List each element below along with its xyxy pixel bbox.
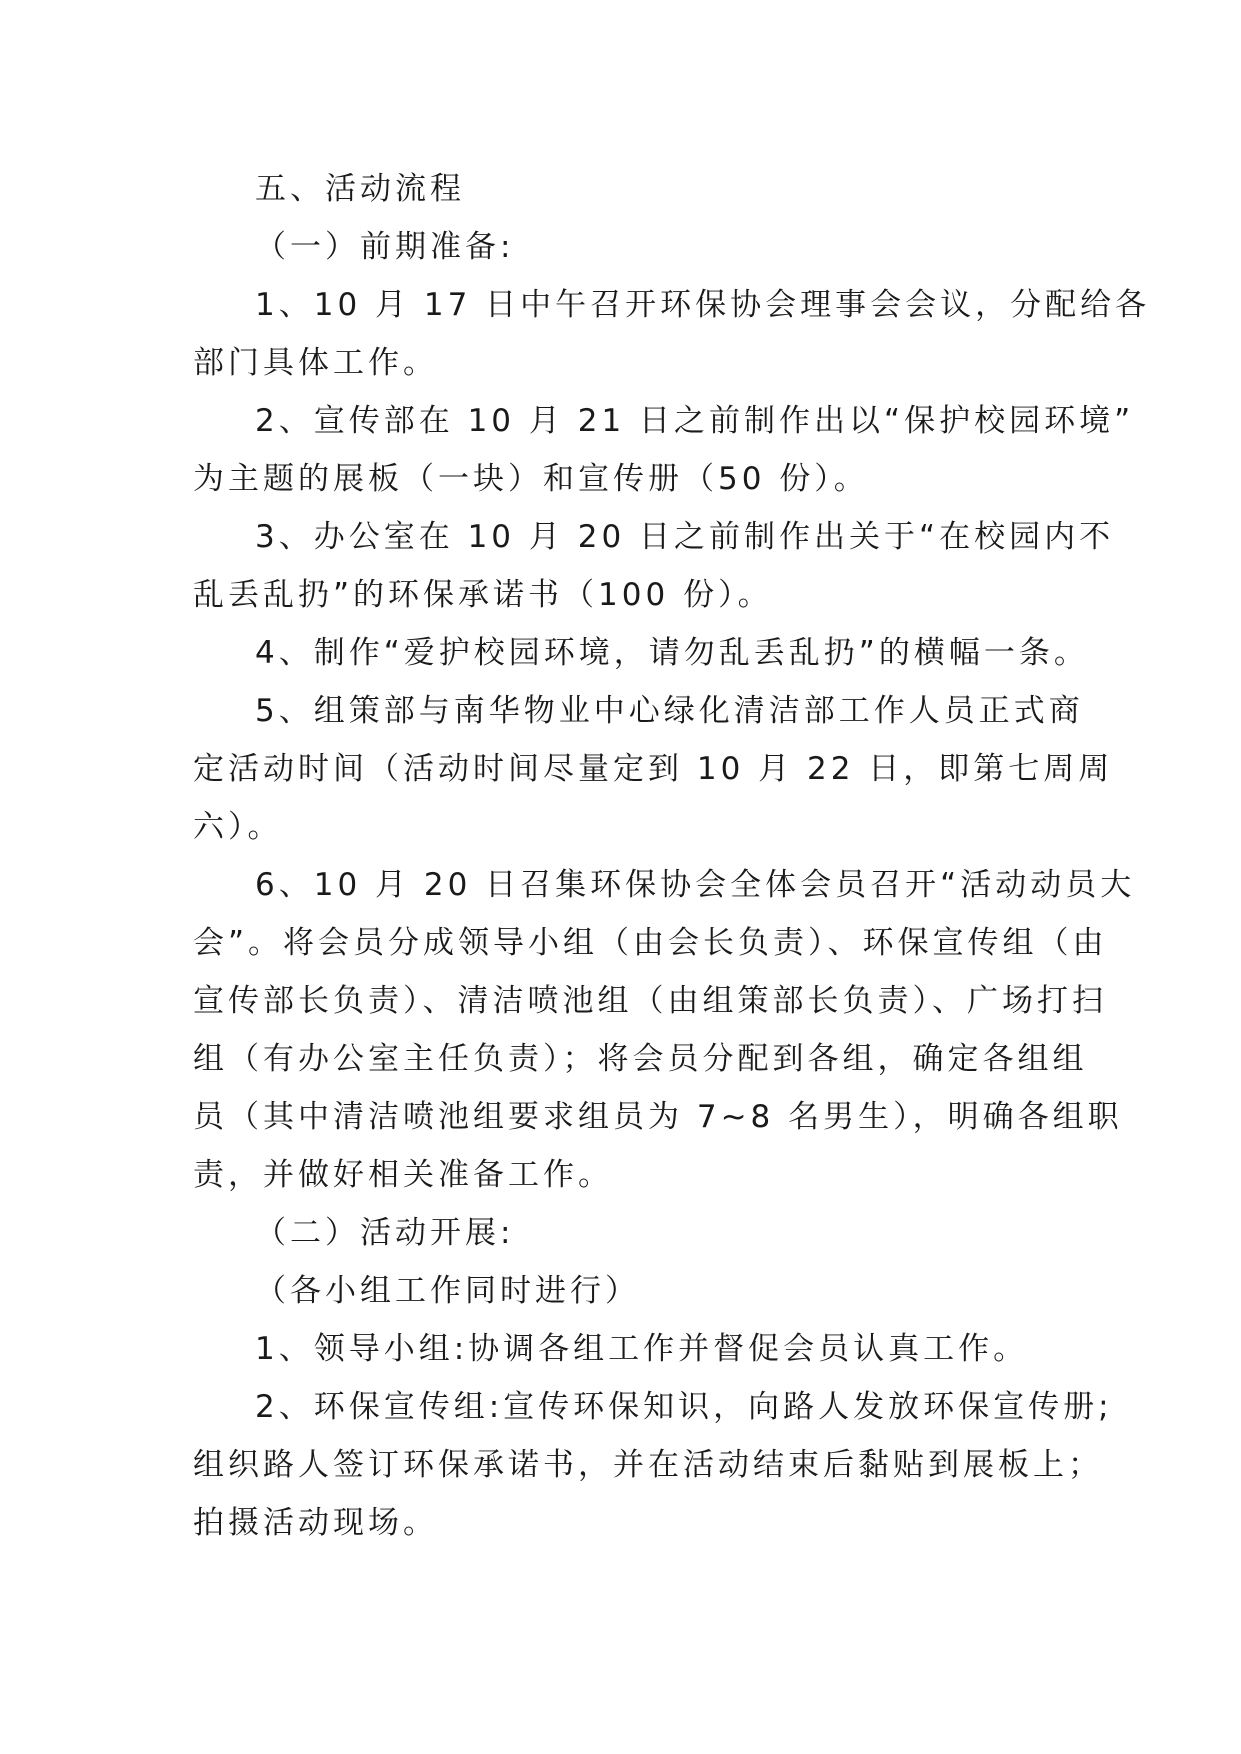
paragraph-line: 乱丢乱扔”的环保承诺书（100 份）。 — [193, 577, 773, 613]
paragraph-line: 6、10 月 20 日召集环保协会全体会员召开“活动动员大 — [255, 867, 1136, 903]
paragraph-line: 拍摄活动现场。 — [193, 1505, 438, 1541]
item-4-paragraph — [193, 624, 1089, 682]
item-6-paragraph — [193, 856, 1136, 1204]
section-title: 五、活动流程 — [255, 171, 465, 207]
item-3-paragraph — [193, 508, 1115, 624]
paragraph-line: 部门具体工作。 — [193, 345, 438, 381]
paragraph-line: 宣传部长负责）、清洁喷池组（由组策部长负责）、广场打扫 — [193, 983, 1107, 1019]
document-page — [193, 160, 1151, 1552]
step-2-paragraph — [193, 1378, 1113, 1552]
paragraph-line: 1、10 月 17 日中午召开环保协会理事会会议，分配给各 — [255, 287, 1151, 323]
paragraph-line: 会”。将会员分成领导小组（由会长负责）、环保宣传组（由 — [193, 925, 1108, 961]
paragraph-line: 5、组策部与南华物业中心绿化清洁部工作人员正式商 — [255, 693, 1084, 729]
paragraph-line: 责，并做好相关准备工作。 — [193, 1157, 613, 1193]
item-5-paragraph — [193, 682, 1114, 856]
paragraph-line: 3、办公室在 10 月 20 日之前制作出关于“在校园内不 — [255, 519, 1115, 555]
paragraph-line: 员（其中清洁喷池组要求组员为 7~8 名男生），明确各组职 — [193, 1099, 1123, 1135]
paragraph-line: 1、领导小组:协调各组工作并督促会员认真工作。 — [255, 1331, 1029, 1367]
step-1-paragraph — [193, 1320, 1053, 1378]
paragraph-line: 六）。 — [193, 809, 283, 845]
paragraph-line: 为主题的展板（一块）和宣传册（50 份）。 — [193, 461, 869, 497]
item-1-paragraph — [193, 276, 1151, 392]
part-two-title: （二）活动开展: — [255, 1215, 515, 1251]
paragraph-line: 组织路人签订环保承诺书，并在活动结束后黏贴到展板上； — [193, 1447, 1103, 1483]
paragraph-line: 4、制作“爱护校园环境，请勿乱丢乱扔”的横幅一条。 — [255, 635, 1089, 671]
item-2-paragraph — [193, 392, 1135, 508]
paragraph-line: 组（有办公室主任负责）；将会员分配到各组，确定各组组 — [193, 1041, 1088, 1077]
paragraph-line: 2、宣传部在 10 月 21 日之前制作出以“保护校园环境” — [255, 403, 1135, 439]
paragraph-line: 2、环保宣传组:宣传环保知识，向路人发放环保宣传册; — [255, 1389, 1113, 1425]
part-two-note: （各小组工作同时进行） — [255, 1273, 640, 1309]
paragraph-line: 定活动时间（活动时间尽量定到 10 月 22 日，即第七周周 — [193, 751, 1114, 787]
part-one-title: （一）前期准备: — [255, 229, 515, 265]
